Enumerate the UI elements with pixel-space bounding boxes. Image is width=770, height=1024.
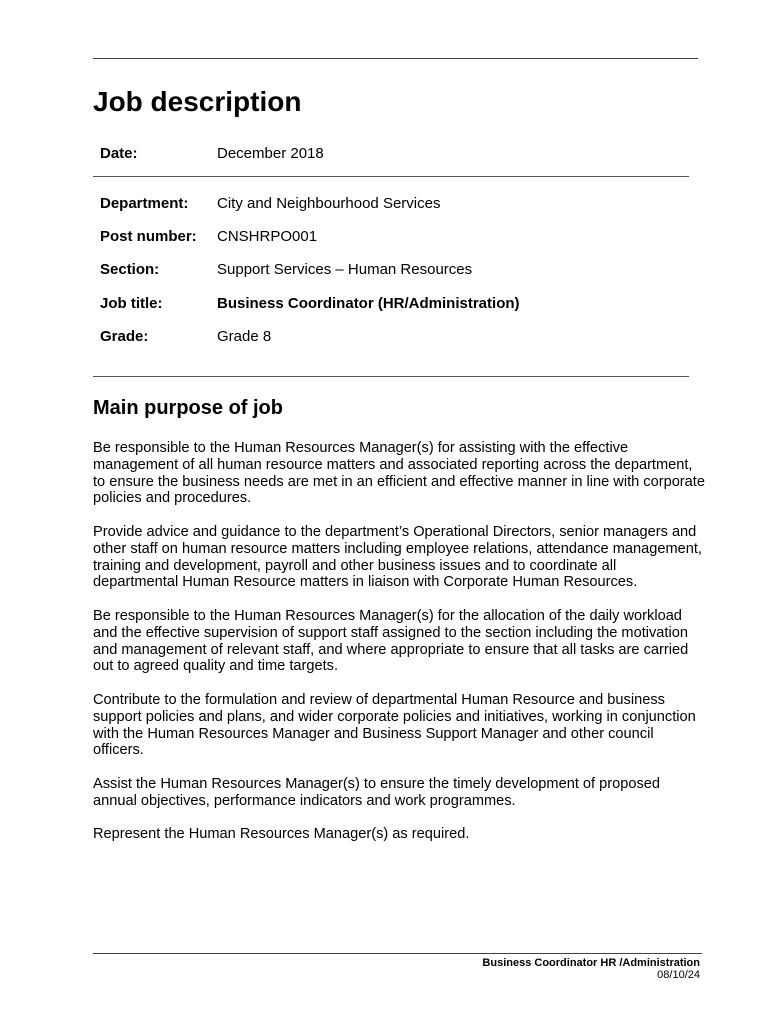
footer-date: 08/10/24 [657, 969, 700, 981]
paragraph: Be responsible to the Human Resources Manager(s) for assisting with the effective management of all human resource matters and associated reporting across the department, to ensure the business needs are met in an efficient and effective manner in line with corporate policies and procedures. [93, 440, 705, 507]
purpose-text [93, 440, 705, 860]
paragraph: Represent the Human Resources Manager(s) as required. [93, 826, 470, 843]
date-label: Date: [100, 145, 138, 162]
divider [93, 376, 689, 377]
field-value: Support Services – Human Resources [217, 261, 473, 278]
header-rule [93, 58, 698, 59]
paragraph: Be responsible to the Human Resources Manager(s) for the allocation of the daily workload and the effective supervision of support staff assigned to the section including the motivation and management of relevant staff, and where appropriate to ensure that all tasks are carried out to agreed quality and time targets. [93, 607, 689, 675]
section-heading: Main purpose of job [93, 397, 283, 419]
date-value: December 2018 [217, 145, 324, 162]
field-value: City and Neighbourhood Services [217, 195, 441, 212]
divider [93, 176, 689, 177]
field-value: Grade 8 [217, 328, 272, 345]
paragraph: Contribute to the formulation and review of departmental Human Resource and business support policies and plans, and wider corporate policies and initiatives, working in conjunction with the Human Resources Manager and Business Support Manager and other council officers. [93, 691, 696, 759]
field-label: Section: [100, 261, 160, 278]
footer-rule [93, 953, 702, 954]
field-value: Business Coordinator (HR/Administration) [217, 295, 520, 312]
paragraph: Assist the Human Resources Manager(s) to ensure the timely development of proposed annual objectives, performance indicators and work programmes. [93, 775, 661, 809]
page-footer [482, 957, 700, 981]
field-label: Grade: [100, 328, 149, 345]
paragraph: Provide advice and guidance to the department’s Operational Directors, senior managers and other staff on human resource matters including employee relations, attendance management, training and development, payroll and other business issues and to coordinate all departmental Human Resource matters in liaison with Corporate Human Resources. [93, 523, 702, 591]
page-title: Job description [93, 86, 302, 117]
field-label: Department: [100, 195, 189, 212]
field-value: CNSHRPO001 [217, 228, 318, 245]
footer-doc-name: Business Coordinator HR /Administration [482, 957, 700, 969]
field-label: Post number: [100, 228, 197, 245]
field-label: Job title: [100, 295, 163, 312]
